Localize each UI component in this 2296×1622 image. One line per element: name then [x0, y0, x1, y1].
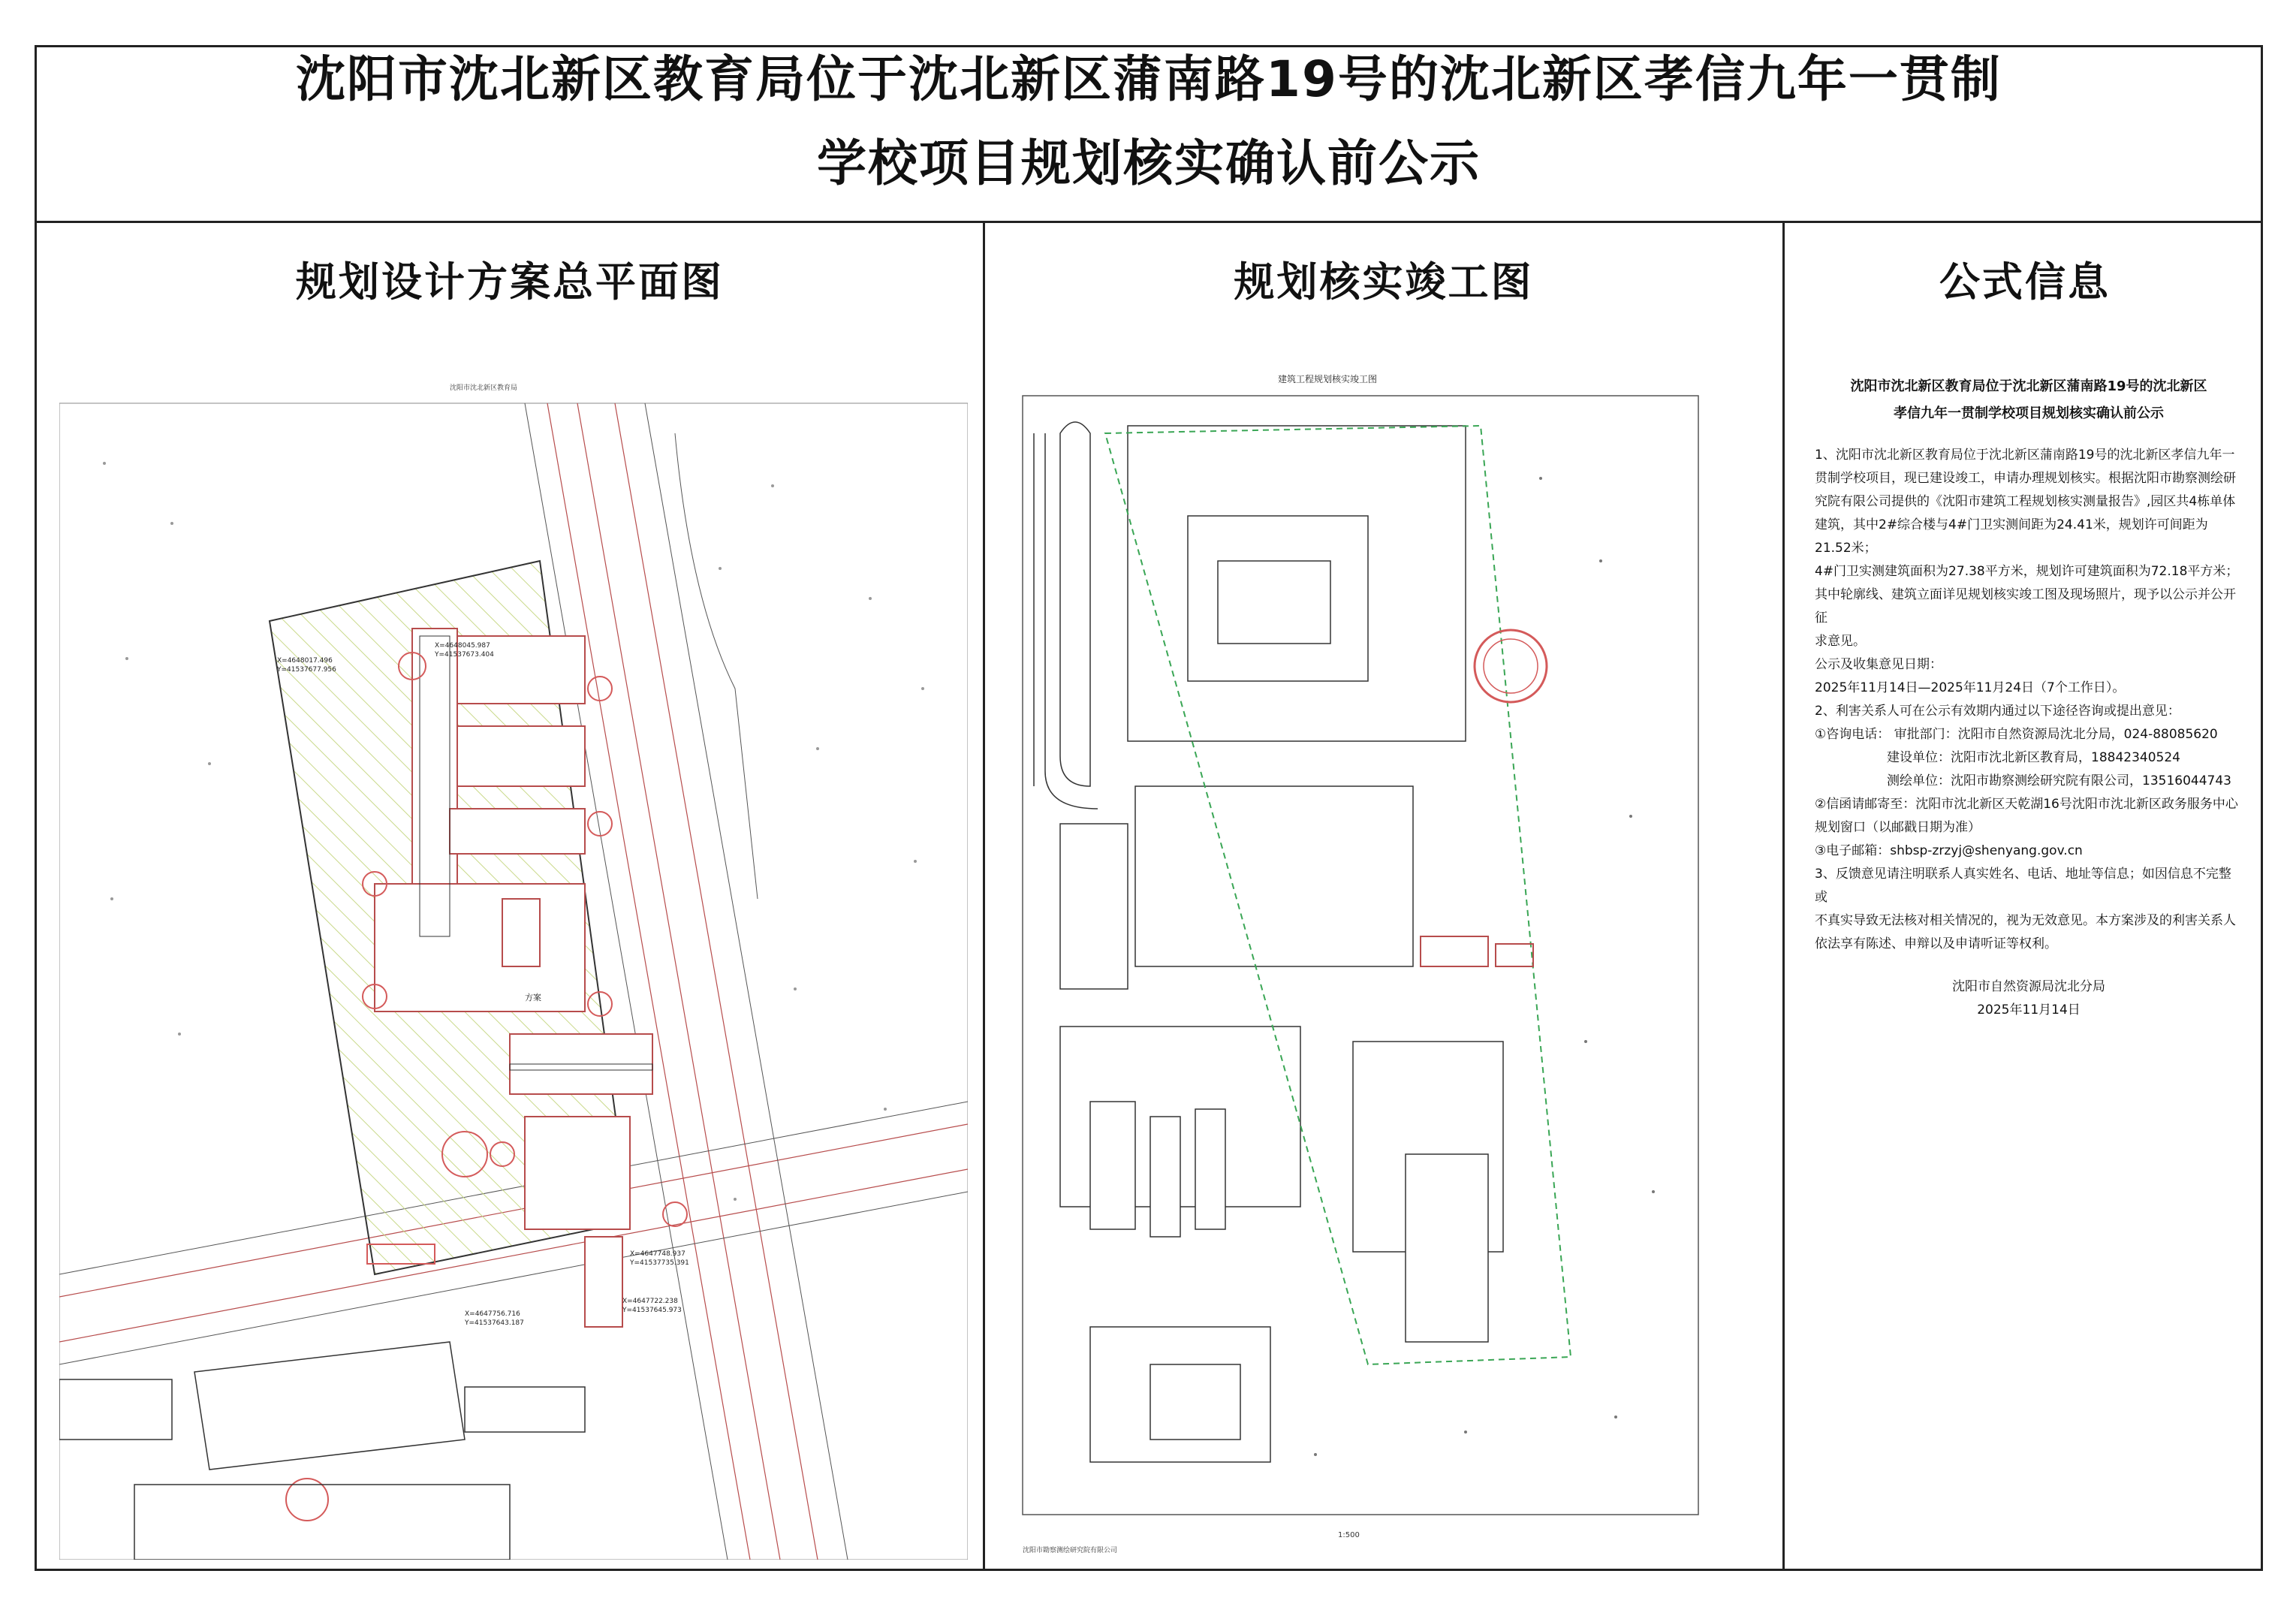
page-title-line2: 学校项目规划核实确认前公示: [817, 134, 1481, 192]
info-phone1: ①咨询电话： 审批部门：沈阳市自然资源局沈北分局，024-88085620: [1815, 727, 2218, 742]
plan-coord-7: X=4647722.238: [622, 1298, 678, 1305]
info-p1-6: 其中轮廓线、建筑立面详见规划核实竣工图及现场照片，现予以公示并公开征: [1815, 587, 2236, 626]
plan-coord-6: Y=41537735.391: [630, 1259, 689, 1267]
plan-coord-1: X=4648045.987: [435, 642, 490, 650]
plan-coord-9: X=4647756.716: [465, 1310, 520, 1318]
info-mail2: 规划窗口（以邮戳日期为准）: [1815, 820, 1981, 835]
info-mail1: ②信函请邮寄至：沈阳市沈北新区天乾湖16号沈阳市沈北新区政务服务中心: [1815, 797, 2238, 812]
info-p1-2: 贯制学校项目，现已建设竣工，申请办理规划核实。根据沈阳市勘察测绘研: [1815, 471, 2236, 486]
survey-header: 建筑工程规划核实竣工图: [1278, 374, 1378, 384]
info-p1-7: 求意见。: [1815, 634, 1866, 649]
plan-drawing-svg: [59, 373, 968, 1560]
plan-coord-4: Y=41537677.956: [277, 666, 336, 674]
info-p1-4: 建筑，其中2#综合楼与4#门卫实测间距为24.41米，规划许可间距为21.52米；: [1815, 517, 2208, 556]
plan-column: [37, 223, 985, 1569]
notice-frame: [35, 45, 2263, 1571]
info-p1-3: 究院有限公司提供的《沈阳市建筑工程规划核实测量报告》,园区共4栋单体: [1815, 494, 2236, 509]
info-heading-line1: 沈阳市沈北新区教育局位于沈北新区蒲南路19号的沈北新区: [1850, 378, 2207, 394]
info-p3-3: 依法享有陈述、申辩以及申请听证等权利。: [1815, 936, 2057, 951]
survey-column: [985, 223, 1785, 1569]
info-p3-2: 不真实导致无法核对相关情况的，视为无效意见。本方案涉及的利害关系人: [1815, 913, 2236, 928]
info-date: 2025年11月14日: [1977, 1002, 2081, 1018]
survey-side-text: 沈阳市勘察测绘研究院有限公司: [1023, 1547, 1118, 1554]
plan-coord-8: Y=41537645.973: [622, 1307, 682, 1314]
info-p3-1: 3、反馈意见请注明联系人真实姓名、电话、地址等信息；如因信息不完整或: [1815, 867, 2231, 905]
info-text: [1815, 373, 2243, 1022]
plan-coord-5: X=4647748.937: [630, 1250, 685, 1258]
info-p2: 2、利害关系人可在公示有效期内通过以下途径咨询或提出意见：: [1815, 704, 2180, 719]
info-period-label: 公示及收集意见日期：: [1815, 657, 1942, 672]
info-p1-5: 4#门卫实测建筑面积为27.38平方米，规划许可建筑面积为72.18平方米；: [1815, 564, 2239, 579]
survey-drawing-svg: [1015, 366, 1706, 1560]
plan-coord-3: X=4648017.496: [277, 657, 333, 665]
info-column: [1785, 223, 2265, 1569]
plan-column-title: 规划设计方案总平面图: [296, 258, 724, 306]
plan-drawing: [59, 373, 968, 1560]
plan-coord-2: Y=41537673.404: [435, 651, 494, 659]
info-column-title: 公式信息: [1939, 258, 2111, 306]
info-signer: 沈阳市自然资源局沈北分局: [1952, 979, 2105, 994]
plan-scheme-label: 方案: [525, 993, 541, 1002]
survey-scale: 1:500: [1338, 1531, 1360, 1539]
info-p1-1: 1、沈阳市沈北新区教育局位于沈北新区蒲南路19号的沈北新区孝信九年一: [1815, 448, 2235, 463]
info-period: 2025年11月14日—2025年11月24日（7个工作日）。: [1815, 680, 2126, 695]
survey-column-title: 规划核实竣工图: [1234, 258, 1534, 306]
page-title-line1: 沈阳市沈北新区教育局位于沈北新区蒲南路19号的沈北新区孝信九年一贯制: [296, 50, 2002, 108]
title-area: [37, 47, 2261, 223]
info-heading-line2: 孝信九年一贯制学校项目规划核实确认前公示: [1894, 406, 2164, 421]
plan-coord-10: Y=41537643.187: [465, 1319, 524, 1327]
survey-drawing: [1015, 366, 1706, 1560]
info-phone3: 测绘单位：沈阳市勘察测绘研究院有限公司，13516044743: [1887, 773, 2231, 788]
info-phone2: 建设单位：沈阳市沈北新区教育局，18842340524: [1887, 750, 2180, 765]
plan-header: 沈阳市沈北新区教育局: [450, 384, 518, 392]
info-email: ③电子邮箱：shbsp-zrzyj@shenyang.gov.cn: [1815, 843, 2083, 858]
